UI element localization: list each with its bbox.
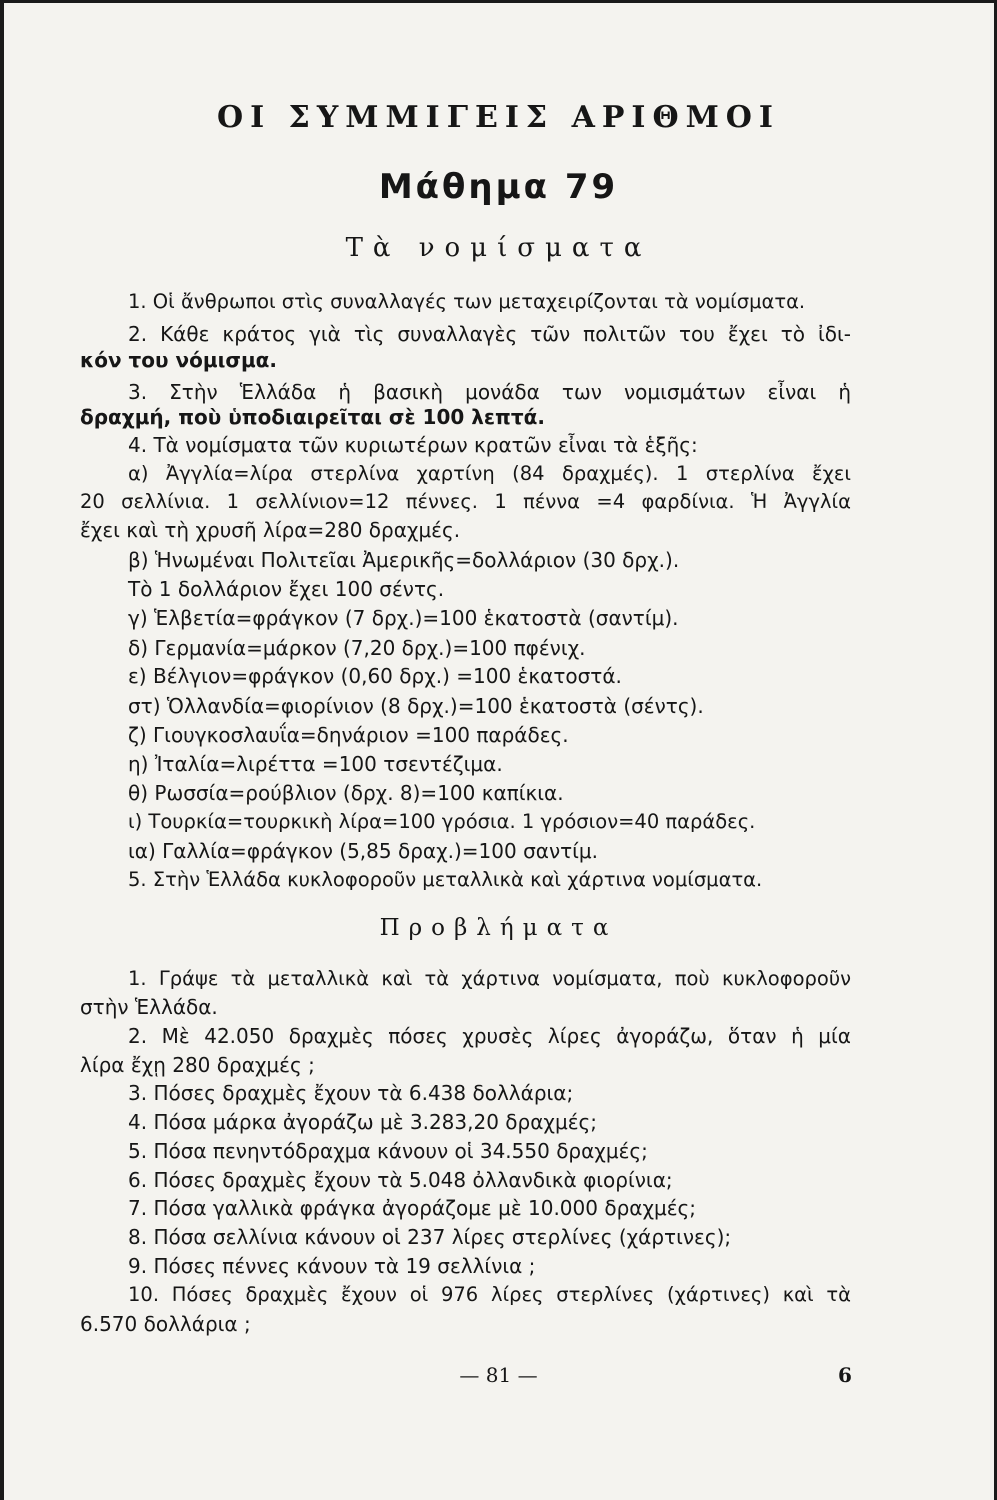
lesson-line: ε) Βέλγιον=φράγκον (0,60 δρχ.) =100 ἑκατοστά. (128, 664, 622, 688)
problems-heading: Προβλήματα (379, 915, 618, 941)
lesson-title: Μάθημα 79 (378, 167, 619, 207)
problem-line: στὴν Ἑλλάδα. (80, 995, 218, 1019)
lesson-line: δ) Γερμανία=μάρκον (7,20 δρχ.)=100 πφένιχ. (128, 636, 586, 660)
problem-line: 3. Πόσες δραχμὲς ἔχουν τὰ 6.438 δολλάρια; (128, 1081, 574, 1105)
lesson-line: ι) Τουρκία=τουρκικὴ λίρα=100 γρόσια. 1 γρόσιον=40 παράδες. (128, 810, 756, 833)
problem-line: 8. Πόσα σελλίνια κάνουν οἱ 237 λίρες στερλίνες (χάρτινες); (128, 1225, 732, 1249)
scan-edge-top (0, 0, 997, 3)
lesson-line: 1. Οἱ ἄνθρωποι στὶς συναλλαγές των μεταχειρίζονται τὰ νομίσματα. (128, 290, 806, 313)
problem-line: 2. Μὲ 42.050 δραχμὲς πόσες χρυσὲς λίρες ἀγοράζω, ὅταν ἡ μία (128, 1024, 851, 1048)
problem-line: 10. Πόσες δραχμὲς ἔχουν οἱ 976 λίρες στερλίνες (χάρτινες) καὶ τὰ (128, 1283, 851, 1306)
problem-line: λίρα ἔχῃ 280 δραχμές ; (80, 1053, 315, 1077)
lesson-line: 4. Τὰ νομίσματα τῶν κυριωτέρων κρατῶν εἶναι τὰ ἑξῆς: (128, 433, 698, 457)
problem-line: 5. Πόσα πενηντόδραχμα κάνουν οἱ 34.550 δραχμές; (128, 1139, 648, 1163)
sheet-number: 6 (838, 1363, 852, 1387)
problem-line: 1. Γράψε τὰ μεταλλικὰ καὶ τὰ χάρτινα νομίσματα, ποὺ κυκλοφοροῦν (128, 967, 851, 990)
lesson-line: ζ) Γιουγκοσλαυΐα=δηνάριον =100 παράδες. (128, 723, 569, 747)
lesson-subtitle: Τὰ νομίσματα (345, 233, 652, 263)
problem-line: 7. Πόσα γαλλικὰ φράγκα ἀγοράζομε μὲ 10.000 δραχμές; (128, 1196, 697, 1220)
problem-line: 6. Πόσες δραχμὲς ἔχουν τὰ 5.048 ὀλλανδικὰ φιορίνια; (128, 1168, 673, 1192)
lesson-line: 20 σελλίνια. 1 σελλίνιον=12 πέννες. 1 πέννα =4 φαρδίνια. Ἡ Ἀγγλία (80, 490, 851, 513)
lesson-line: θ) Ρωσσία=ρούβλιον (δρχ. 8)=100 καπίκια. (128, 781, 564, 805)
lesson-line: ια) Γαλλία=φράγκον (5,85 δραχ.)=100 σαντίμ. (128, 839, 599, 863)
lesson-line: Τὸ 1 δολλάριον ἔχει 100 σέντς. (128, 577, 445, 601)
problem-line: 4. Πόσα μάρκα ἀγοράζω μὲ 3.283,20 δραχμές; (128, 1110, 597, 1134)
main-title: ΟΙ ΣΥΜΜΙΓΕΙΣ ΑΡΙΘΜΟΙ (217, 100, 780, 135)
lesson-line: 3. Στὴν Ἑλλάδα ἡ βασικὴ μονάδα των νομισμάτων εἶναι ἡ (128, 380, 851, 404)
lesson-line: 5. Στὴν Ἑλλάδα κυκλοφοροῦν μεταλλικὰ καὶ χάρτινα νομίσματα. (128, 868, 763, 891)
problem-line: 9. Πόσες πέννες κάνουν τὰ 19 σελλίνια ; (128, 1254, 536, 1278)
page-number: — 81 — (459, 1363, 538, 1387)
lesson-line: 2. Κάθε κράτος γιὰ τὶς συναλλαγὲς τῶν πολιτῶν του ἔχει τὸ ἰδι- (128, 322, 851, 346)
scan-edge-left (0, 0, 4, 1500)
lesson-line: η) Ἰταλία=λιρέττα =100 τσεντέζιμα. (128, 752, 503, 776)
lesson-line: γ) Ἑλβετία=φράγκον (7 δρχ.)=100 ἑκατοστὰ (σαντίμ). (128, 606, 679, 630)
lesson-line: κόν του νόμισμα. (80, 348, 278, 372)
lesson-line: στ) Ὁλλανδία=φιορίνιον (8 δρχ.)=100 ἑκατοστὰ (σέντς). (128, 694, 704, 718)
lesson-line: ἔχει καὶ τὴ χρυσῆ λίρα=280 δραχμές. (80, 518, 461, 542)
problem-line: 6.570 δολλάρια ; (80, 1312, 251, 1336)
lesson-line: δραχμή, ποὺ ὑποδιαιρεῖται σὲ 100 λεπτά. (80, 405, 545, 429)
lesson-line: α) Ἀγγλία=λίρα στερλίνα χαρτίνη (84 δραχμές). 1 στερλίνα ἔχει (128, 462, 851, 485)
lesson-line: β) Ἡνωμέναι Πολιτεῖαι Ἀμερικῆς=δολλάριον (30 δρχ.). (128, 548, 680, 572)
